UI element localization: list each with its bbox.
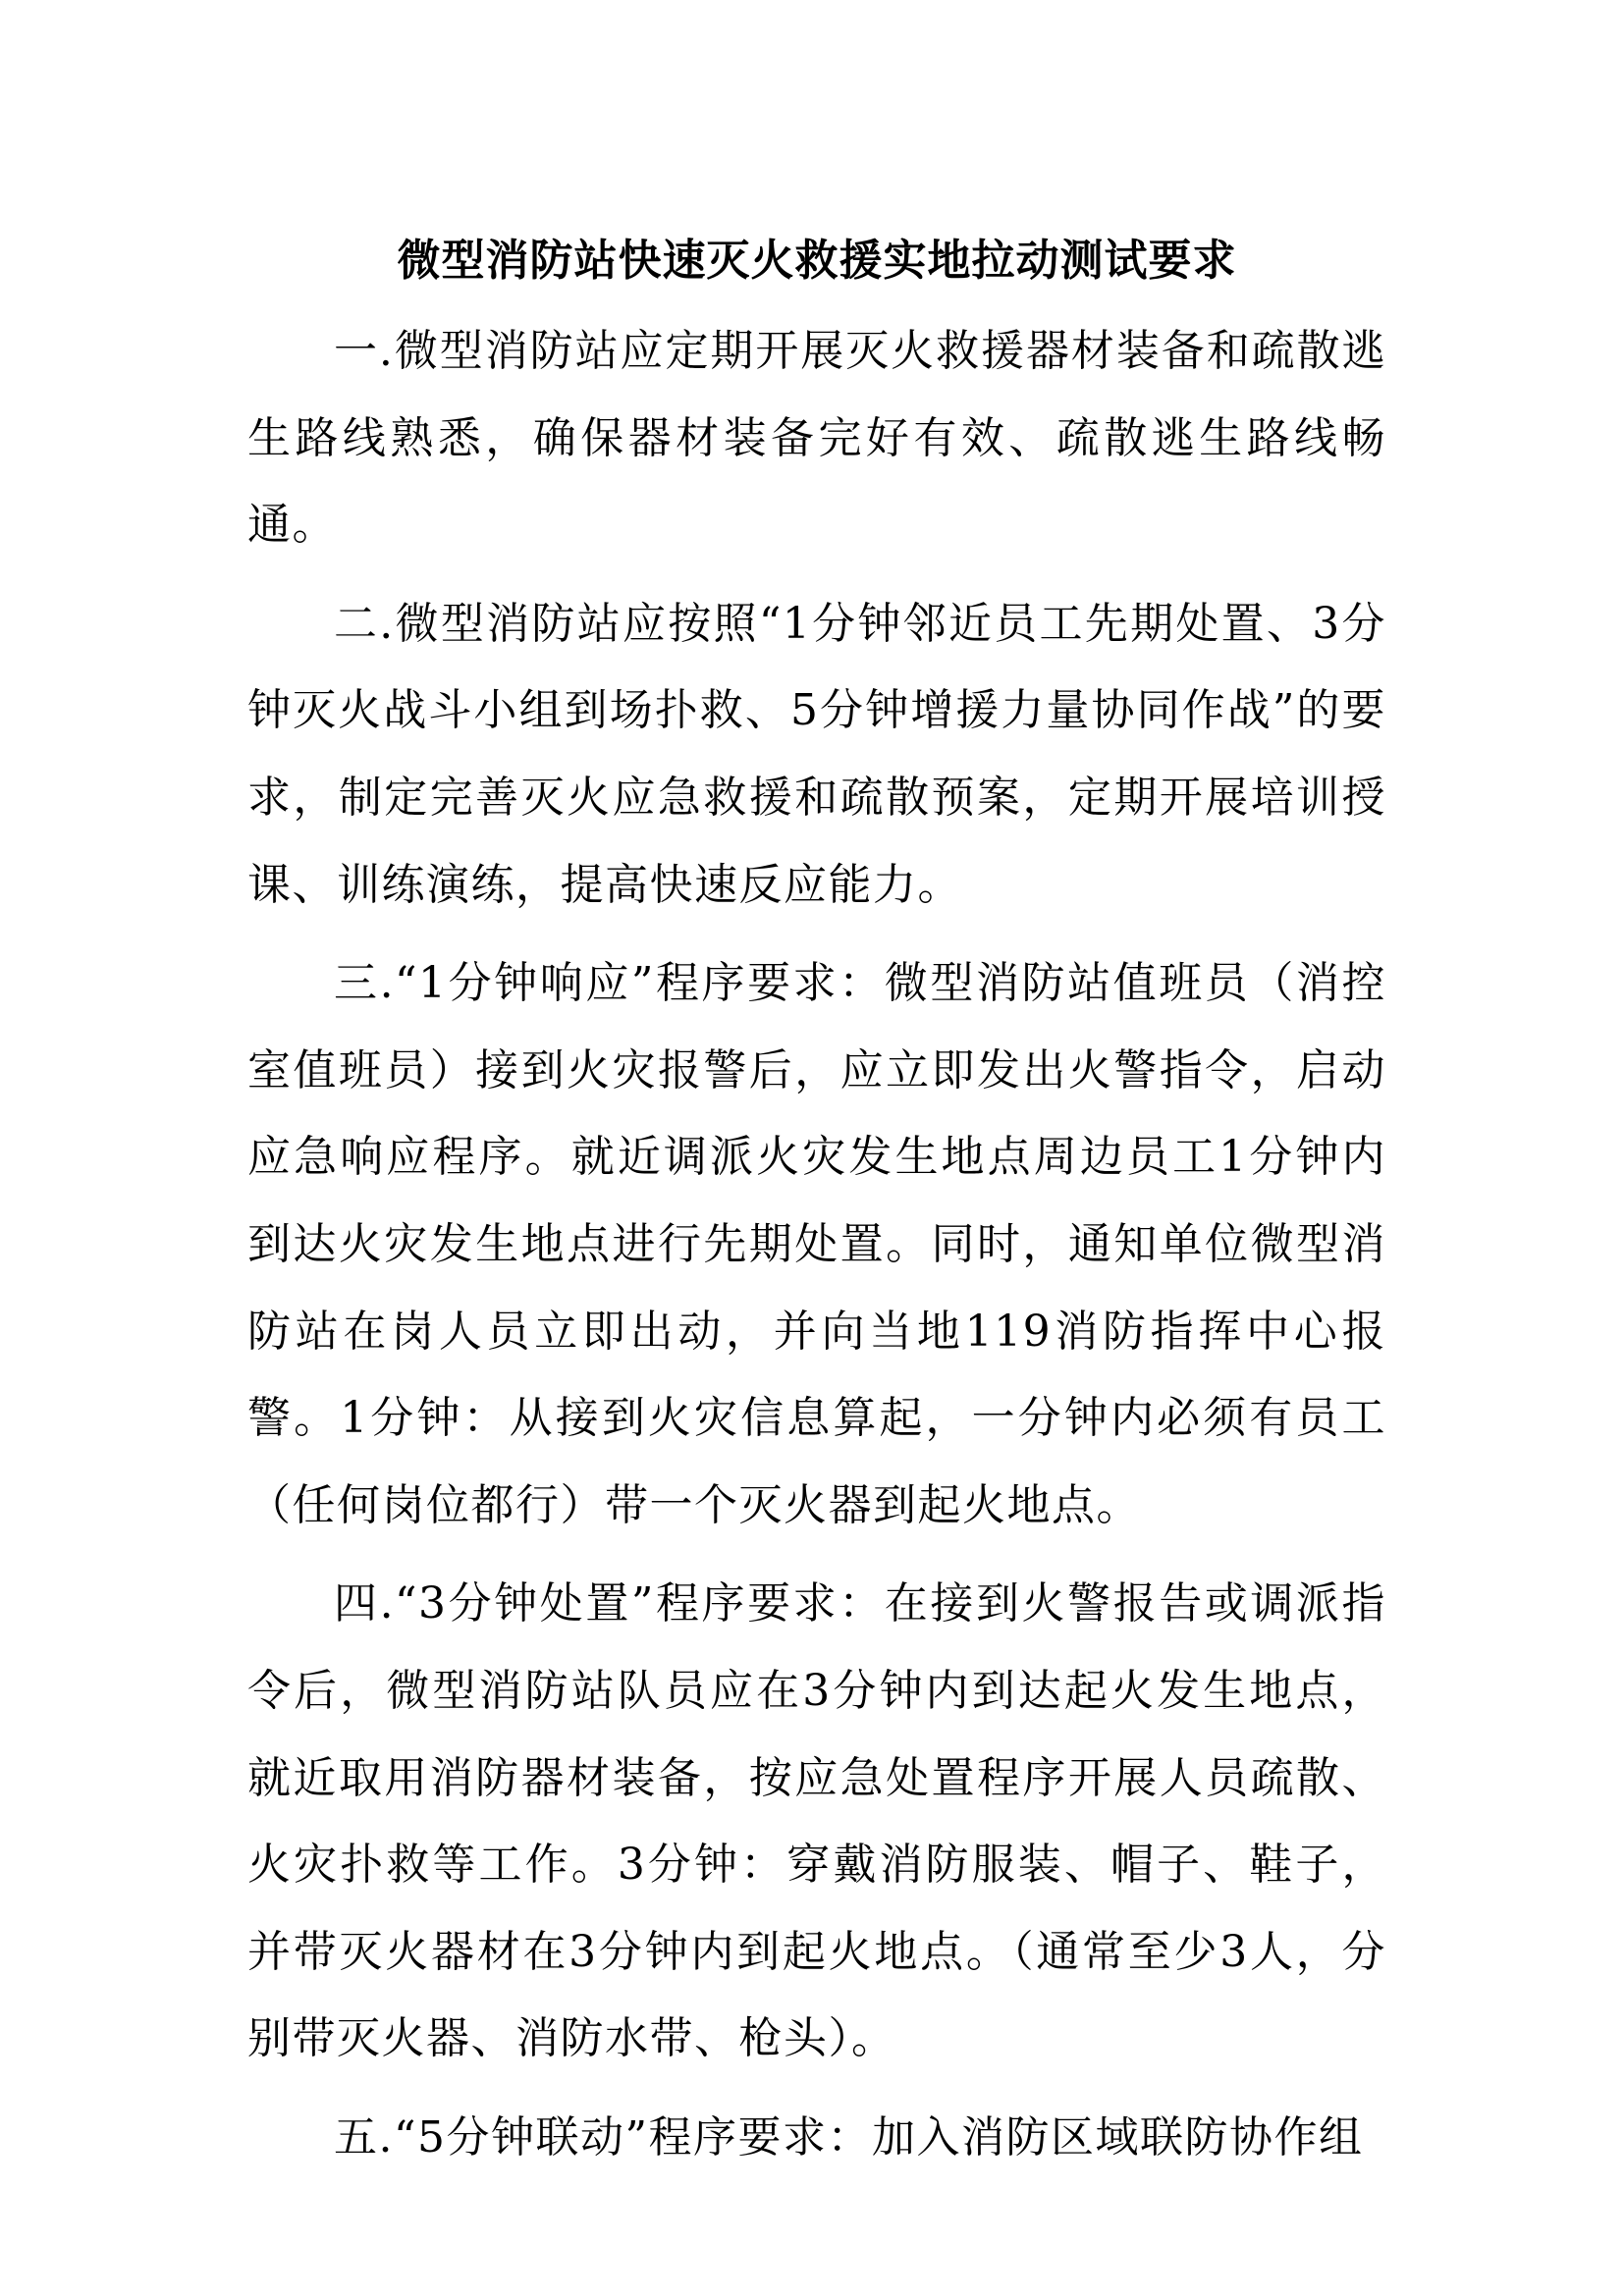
document-title: 微型消防站快速灭火救援实地拉动测试要求 (397, 236, 1237, 286)
document-page (247, 226, 1386, 2193)
paragraph-3: 三.“1分钟响应”程序要求：微型消防站值班员（消控室值班员）接到火灾报警后，应立即发出火警指令，启动应急响应程序。就近调派火灾发生地点周边员工1分钟内到达火灾发生地点进行先期处置。同时，通知单位微型消防站在岗人员立即出动，并向当地119消防指挥中心报警。1分钟：从接到火灾信息算起，一分钟内必须有员工（任何岗位都行）带一个灭火器到起火地点。 (247, 958, 1386, 1530)
paragraph-1: 一.微型消防站应定期开展灭火救援器材装备和疏散逃生路线熟悉，确保器材装备完好有效、疏散逃生路线畅通。 (247, 326, 1386, 551)
paragraph-2: 二.微型消防站应按照“1分钟邻近员工先期处置、3分钟灭火战斗小组到场扑救、5分钟增援力量协同作战”的要求，制定完善灭火应急救援和疏散预案，定期开展培训授课、训练演练，提高快速反应能力。 (247, 598, 1386, 910)
paragraph-5: 五.“5分钟联动”程序要求：加入消防区域联防协作组 (334, 2111, 1364, 2163)
paragraph-4: 四.“3分钟处置”程序要求：在接到火警报告或调派指令后，微型消防站队员应在3分钟内到达起火发生地点，就近取用消防器材装备，按应急处置程序开展人员疏散、火灾扑救等工作。3分钟：穿戴消防服装、帽子、鞋子，并带灭火器材在3分钟内到起火地点。（通常至少3人，分别带灭火器、消防水带、枪头）。 (247, 1578, 1386, 2064)
